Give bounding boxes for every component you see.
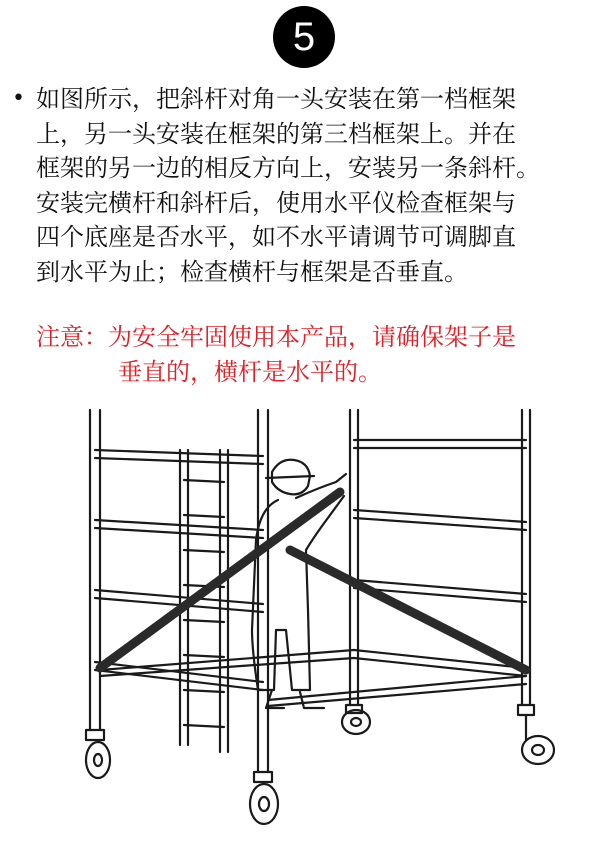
instruction-line: 四个底座是否水平，如不水平请调节可调脚直 <box>36 223 516 251</box>
scaffold-with-worker-illustration <box>60 400 560 840</box>
bullet-marker: • <box>12 86 25 111</box>
instruction-paragraph <box>36 82 600 289</box>
instruction-line: 如图所示，把斜杆对角一头安装在第一档框架 <box>36 85 516 113</box>
casters <box>86 705 554 824</box>
instruction-line: 到水平为止；检查横杆与框架是否垂直。 <box>36 257 468 286</box>
note-line: 注意：为安全牢固使用本产品，请确保架子是 <box>36 323 516 351</box>
safety-note <box>36 320 600 390</box>
instruction-line: 上，另一头安装在框架的第三档框架上。并在 <box>36 119 516 148</box>
diagonal-braces <box>100 492 526 670</box>
note-line: 垂直的，横杆是水平的。 <box>118 358 382 386</box>
instruction-line: 框架的另一边的相反方向上，安装另一条斜杆。 <box>36 154 540 182</box>
instruction-line: 安装完横杆和斜杆后，使用水平仪检查框架与 <box>36 188 516 217</box>
step-number-badge: 5 <box>273 6 335 68</box>
